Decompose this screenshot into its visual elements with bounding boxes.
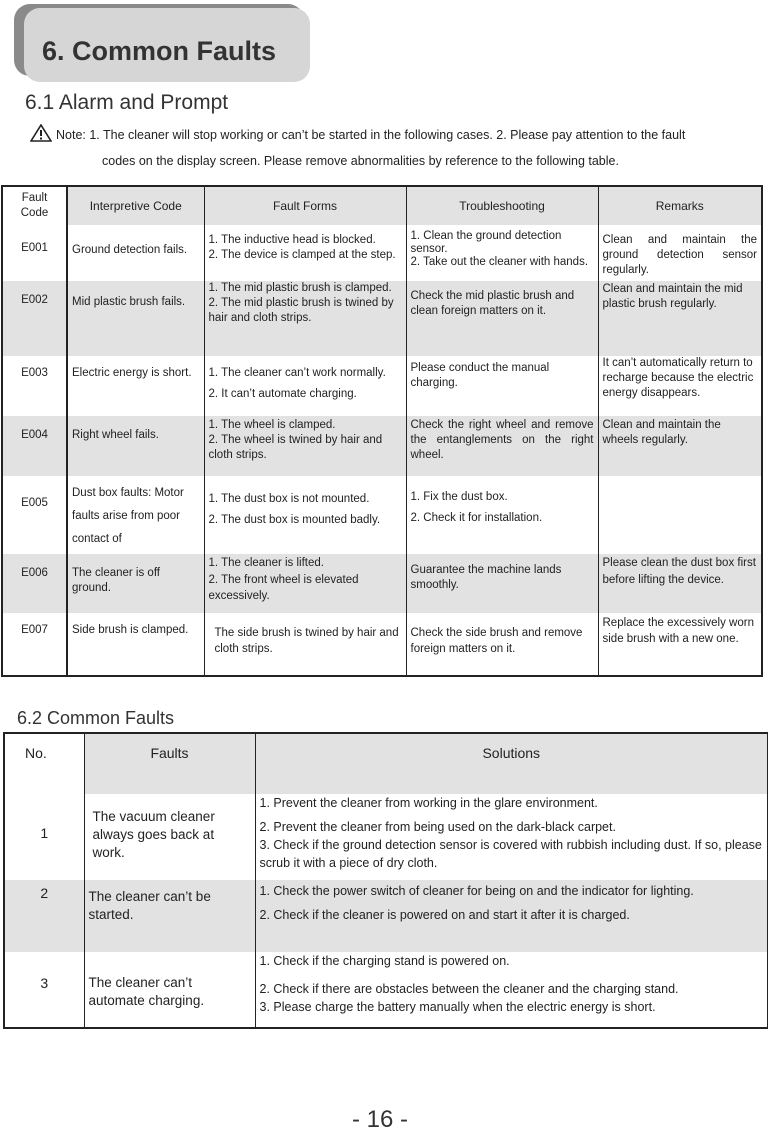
fault-forms	[204, 281, 406, 356]
remarks	[598, 476, 762, 554]
solution-line: 2. Check if the cleaner is powered on and start it after it is charged.	[259, 908, 630, 922]
trouble-line: 1. Clean the ground detection sensor.	[410, 230, 562, 255]
remarks: It can’t automatically return to recharge because the electric energy disappears.	[602, 357, 754, 399]
trouble-line: Check the mid plastic brush and clean foreign matters on it.	[410, 290, 575, 317]
fault-description: The cleaner can’t be started.	[84, 880, 255, 952]
faults-row	[4, 794, 768, 880]
troubleshooting	[406, 476, 598, 554]
alarm-row	[2, 554, 762, 613]
alarm-row	[2, 225, 762, 281]
remarks: Please clean the dust box first before lifting the device.	[598, 554, 762, 613]
faults-row	[4, 952, 768, 1028]
remarks: Clean and maintain the mid plastic brush regularly.	[598, 281, 762, 356]
fault-solutions	[255, 880, 768, 952]
solution-line: 3. Check if the ground detection sensor is covered with rubbish including dust. If so, please scrub it with a piece of dry cloth.	[259, 838, 762, 870]
alarm-table-header	[2, 186, 762, 225]
common-faults-table	[3, 732, 768, 1029]
subsection-title-common-faults: 6.2 Common Faults	[17, 708, 175, 728]
header-fault-forms: Fault Forms	[204, 186, 406, 225]
solution-line: 2. Prevent the cleaner from being used on the dark-black carpet.	[259, 820, 616, 834]
trouble-line: Check the right wheel and remove the entanglements on the right wheel.	[410, 419, 594, 461]
header-remarks: Remarks	[598, 186, 762, 225]
interpretive-code: The cleaner is off ground.	[67, 554, 204, 613]
remarks: Clean and maintain the ground detection sensor regularly.	[602, 234, 757, 276]
form-line: 2. It can’t automate charging.	[208, 388, 357, 400]
form-line: 1. The mid plastic brush is clamped.	[208, 282, 392, 294]
section-title: 6. Common Faults	[42, 36, 277, 66]
page-number: - 16 -	[352, 1106, 409, 1133]
trouble-line: 1. Fix the dust box.	[410, 491, 508, 503]
alarm-row	[2, 416, 762, 476]
interpretive-code: Dust box faults: Motor faults arise from poor contact of	[67, 476, 204, 554]
fault-forms	[204, 476, 406, 554]
troubleshooting	[406, 356, 598, 416]
form-line: 1. The dust box is not mounted.	[208, 493, 370, 505]
alarm-row	[2, 476, 762, 554]
fault-code: E004	[2, 416, 67, 476]
alarm-row	[2, 613, 762, 676]
solution-line: 1. Check the power switch of cleaner for being on and the indicator for lighting.	[259, 884, 694, 898]
note-paragraph	[30, 124, 750, 173]
fault-forms	[204, 416, 406, 476]
header-troubleshooting: Troubleshooting	[406, 186, 598, 225]
header-no: No.	[4, 733, 84, 794]
fault-code: E006	[2, 554, 67, 613]
fault-number: 2	[4, 880, 84, 952]
fault-code: E002	[2, 281, 67, 356]
form-line: 2. The dust box is mounted badly.	[208, 514, 381, 526]
interpretive-code: Side brush is clamped.	[67, 613, 204, 676]
alarm-row	[2, 281, 762, 356]
remarks: Replace the excessively worn side brush with a new one.	[602, 617, 754, 645]
interpretive-code: Electric energy is short.	[67, 356, 204, 416]
form-line: 1. The cleaner can’t work normally.	[208, 367, 386, 379]
form-line: 1. The cleaner is lifted.	[208, 557, 324, 569]
fault-number: 1	[4, 794, 84, 880]
fault-code: E005	[2, 476, 67, 554]
fault-forms	[204, 225, 406, 281]
fault-solutions	[255, 952, 768, 1028]
alarm-row	[2, 356, 762, 416]
faults-row	[4, 880, 768, 952]
fault-code: E001	[2, 225, 67, 281]
solution-line: 1. Check if the charging stand is powered on.	[259, 954, 510, 968]
trouble-line: Check the side brush and remove foreign matters on it.	[410, 627, 583, 655]
trouble-line: Please conduct the manual charging.	[410, 362, 550, 389]
fault-number: 3	[4, 952, 84, 1028]
troubleshooting	[406, 554, 598, 613]
warning-icon	[30, 124, 52, 150]
troubleshooting	[406, 416, 598, 476]
form-line: The side brush is twined by hair and cloth strips.	[214, 627, 399, 655]
form-line: 1. The wheel is clamped.	[208, 419, 336, 431]
fault-solutions	[255, 794, 768, 880]
faults-table-header	[4, 733, 768, 794]
fault-forms	[204, 554, 406, 613]
fault-forms	[204, 613, 406, 676]
note-line-1: Note: 1. The cleaner will stop working or can’t be started in the following cases. 2. Please pay attention to the fault	[56, 128, 686, 142]
form-line: 2. The wheel is twined by hair and cloth strips.	[208, 434, 383, 461]
header-faults: Faults	[84, 733, 255, 794]
header-solutions: Solutions	[255, 733, 768, 794]
alarm-table	[1, 185, 763, 677]
interpretive-code: Mid plastic brush fails.	[67, 281, 204, 356]
header-interpretive-code: Interpretive Code	[67, 186, 204, 225]
form-line: 1. The inductive head is blocked.	[208, 234, 376, 246]
fault-code: E003	[2, 356, 67, 416]
solution-line: 1. Prevent the cleaner from working in the glare environment.	[259, 796, 598, 810]
solution-line: 2. Check if there are obstacles between the cleaner and the charging stand.	[259, 982, 679, 996]
fault-code: E007	[2, 613, 67, 676]
form-line: 2. The mid plastic brush is twined by hair and cloth strips.	[208, 297, 394, 324]
troubleshooting	[406, 613, 598, 676]
note-line-2: codes on the display screen. Please remove abnormalities by reference to the following table.	[102, 154, 619, 168]
interpretive-code: Ground detection fails.	[67, 225, 204, 281]
header-fault-code: Fault Code	[2, 186, 67, 225]
fault-forms	[204, 356, 406, 416]
subsection-title-alarm: 6.1 Alarm and Prompt	[25, 91, 229, 114]
form-line: 2. The front wheel is elevated excessively.	[208, 573, 359, 602]
remarks: Clean and maintain the wheels regularly.	[598, 416, 762, 476]
troubleshooting	[406, 281, 598, 356]
fault-description: The vacuum cleaner always goes back at work.	[84, 794, 255, 880]
fault-description: The cleaner can’t automate charging.	[84, 952, 255, 1028]
trouble-line: 2. Take out the cleaner with hands.	[410, 256, 589, 268]
interpretive-code: Right wheel fails.	[67, 416, 204, 476]
troubleshooting	[406, 225, 598, 281]
trouble-line: 2. Check it for installation.	[410, 512, 543, 524]
trouble-line: Guarantee the machine lands smoothly.	[410, 564, 562, 591]
form-line: 2. The device is clamped at the step.	[208, 249, 396, 261]
solution-line: 3. Please charge the battery manually when the electric energy is short.	[259, 1000, 656, 1014]
